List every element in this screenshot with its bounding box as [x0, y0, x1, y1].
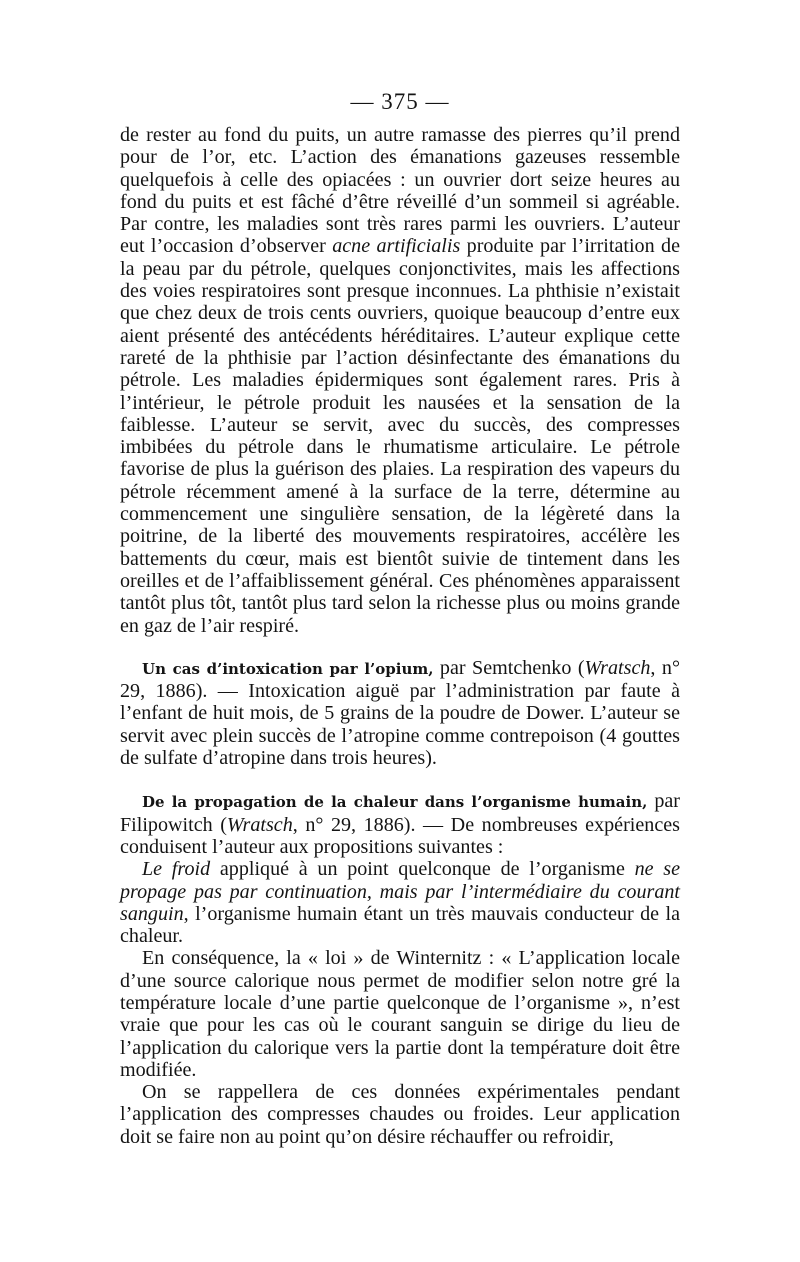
italic-term: Le froid [142, 858, 211, 881]
paragraph-opium [120, 657, 680, 769]
section-heading-chaleur: De la propagation de la chaleur dans l’organisme humain, [142, 793, 648, 812]
page-number: — 375 — [350, 89, 450, 114]
journal-name: Wratsch [226, 813, 293, 836]
journal-name: Wratsch [584, 656, 651, 679]
paragraph-text: , n° 29, 1886). — De nombreuses expériences conduisent l’auteur aux propositions suivantes : [120, 813, 680, 858]
document-page [120, 88, 680, 1148]
paragraph-text: , l’organisme humain étant un très mauvais conducteur de la chaleur. [120, 902, 680, 948]
paragraph-chaleur [120, 790, 680, 858]
italic-phrase: ne se propage pas par continuation, mais par l’intermédiaire du courant sanguin [120, 858, 680, 925]
paragraph-text: par Semtchenko ( [433, 656, 585, 679]
paragraph-winternitz: En conséquence, la « loi » de Winternitz : « L’application locale d’une source calorique nous permet de modifier selon notre gré la température locale d’une partie quelconque de l’organisme », n’est vraie que pour les cas où le courant sanguin se dirige du lieu de l’application du calorique vers la partie dont la température doit être modifiée. [120, 947, 680, 1081]
paragraph-compresses: On se rappellera de ces données expérimentales pendant l’application des compresses chaudes ou froides. Leur application doit se faire non au point qu’on désire réchauffer ou refroidir, [120, 1081, 680, 1148]
paragraph-text: de rester au fond du puits, un autre ramasse des pierres qu’il prend pour de l’or, etc. L’action des émanations gazeuses ressemble quelquefois à celle des opiacées : un ouvrier dort seize heures au fond du puits et est fâché d’être réveillé d’un sommeil si agréable. Par contre, les maladies sont très rares parmi les ouvriers. L’auteur eut l’occasion d’observer [120, 124, 680, 258]
paragraph-text: , n° 29, 1886). — Intoxication aiguë par l’administration par faute à l’enfant de huit mois, de 5 grains de la poudre de Dower. L’auteur se servit avec plein succès de l’atropine comme contrepoison (4 gouttes de sulfate d’atropine dans trois heures). [120, 656, 680, 770]
paragraph-text: produite par l’irritation de la peau par du pétrole, quelques conjonctivites, mais les affections des voies respiratoires sont presque inconnues. La phthisie n’existait que chez deux de trois cents ouvriers, quoique beaucoup d’entre eux aient présenté des antécédents héréditaires. L’auteur explique cette rareté de la phthisie par l’action désinfectante des émanations du pétrole. Les maladies épidermiques sont également rares. Pris à l’intérieur, le pétrole produit les nausées et la sensation de la faiblesse. L’auteur se servit, avec du succès, des compresses imbibées du pétrole dans le rhumatisme articulaire. Le pétrole favorise de plus la guérison des plaies. La respiration des vapeurs du pétrole récemment amené à la surface de la terre, détermine au commencement une singulière sensation, de la légèreté dans la poitrine, de la liberté des mouvements respiratoires, accélère les battements du cœur, mais est bientôt suivie de tintement dans les oreilles et de l’affaiblissement général. Ces phénomènes apparaissent tantôt plus tôt, tantôt plus tard selon la richesse plus ou moins grande en gaz de l’air respiré. [120, 235, 681, 637]
paragraph-petrole [120, 124, 680, 637]
italic-term: acne artificialis [332, 235, 461, 258]
paragraph-text: appliqué à un point quelconque de l’organisme [210, 858, 635, 881]
paragraph-text: par Filipowitch ( [120, 790, 681, 836]
section-heading-opium: Un cas d’intoxication par l’opium, [142, 659, 434, 678]
paragraph-froid [120, 858, 680, 947]
